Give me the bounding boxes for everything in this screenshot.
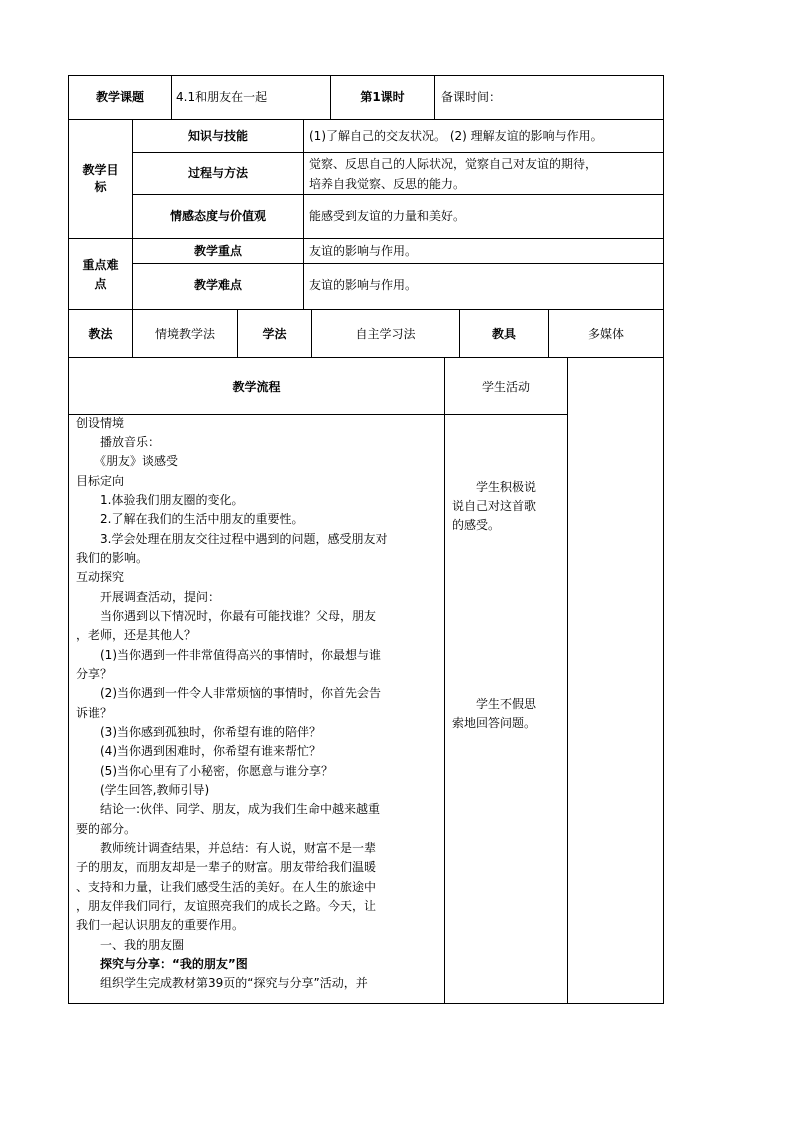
tools-value: 多媒体: [587, 327, 624, 341]
activity-line: 索地回答问题。: [452, 716, 537, 730]
activity-line: 学生不假思: [452, 697, 537, 711]
table-rule: [303, 119, 304, 309]
process-line: 目标定向: [76, 474, 125, 488]
teaching-method-value: 情境教学法: [154, 327, 215, 341]
process-line: (学生回答,教师引导): [76, 783, 210, 797]
process-line: 分享？: [76, 667, 113, 681]
process-line: 3.学会处理在朋友交往过程中遇到的问题，感受朋友对: [76, 532, 388, 546]
teaching-method-label: 教法: [88, 327, 113, 341]
objective-row-content: 觉察、反思自己的人际状况，觉察自己对友谊的期待，: [309, 157, 598, 171]
process-line: 要的部分。: [76, 822, 137, 836]
process-line: 、支持和力量，让我们感受生活的美好。在人生的旅途中: [76, 880, 377, 894]
tools-label: 教具: [491, 327, 516, 341]
process-line: 子的朋友，而朋友却是一辈子的财富。朋友带给我们温暖: [76, 860, 377, 874]
process-line: 播放音乐：: [76, 435, 161, 449]
difficulty-content: 友谊的影响与作用。: [309, 278, 418, 292]
process-line: (1)当你遇到一件非常值得高兴的事情时，你最想与谁: [76, 648, 382, 662]
process-line: (3)当你感到孤独时，你希望有谁的陪伴？: [76, 725, 321, 739]
objective-row-content: 能感受到友谊的力量和美好。: [309, 209, 466, 223]
table-border-bottom: [68, 1003, 664, 1004]
topic-value: 4.1和朋友在一起: [176, 90, 268, 104]
process-line: 一、我的朋友圈: [76, 938, 185, 952]
prep-time-label: 备课时间：: [441, 90, 502, 104]
process-line: (5)当你心里有了小秘密，你愿意与谁分享？: [76, 764, 333, 778]
objective-row-label: 知识与技能: [187, 129, 248, 143]
key-point-label: 教学重点: [193, 244, 242, 258]
process-line: 2.了解在我们的生活中朋友的重要性。: [76, 512, 304, 526]
process-line: (4)当你遇到困难时，你希望有谁来帮忙？: [76, 744, 321, 758]
table-rule: [68, 414, 567, 415]
objectives-label: 教学目: [82, 163, 119, 177]
learning-method-value: 自主学习法: [355, 327, 416, 341]
objective-row-content: (1)了解自己的交友状况。 (2) 理解友谊的影响与作用。: [309, 129, 603, 143]
process-line: 《朋友》谈感受: [76, 454, 179, 468]
table-rule: [68, 309, 664, 310]
process-line: 诉谁？: [76, 706, 113, 720]
process-line: 开展调查活动，提问：: [76, 590, 221, 604]
process-line: 我们的影响。: [76, 551, 149, 565]
process-line: 当你遇到以下情况时，你最有可能找谁？父母，朋友: [76, 609, 377, 623]
key-points-label: 点: [94, 277, 107, 291]
process-line: 结论一:伙伴、同学、朋友，成为我们生命中越来越重: [76, 802, 381, 816]
table-border-right: [663, 75, 664, 1004]
objective-row-content: 培养自我觉察、反思的能力。: [309, 177, 466, 191]
period-label: 第1课时: [360, 90, 405, 104]
process-line: 组织学生完成教材第39页的“探究与分享”活动，并: [76, 976, 368, 990]
table-rule: [132, 263, 664, 264]
activity-line: 说自己对这首歌: [452, 499, 537, 513]
table-rule: [132, 194, 664, 195]
topic-label: 教学课题: [95, 90, 144, 104]
table-rule: [171, 75, 172, 119]
objective-row-label: 情感态度与价值观: [169, 209, 266, 223]
process-line: 创设情境: [76, 416, 125, 430]
table-rule: [68, 357, 664, 358]
process-line: 我们一起认识朋友的重要作用。: [76, 918, 245, 932]
key-points-label: 重点难: [82, 258, 119, 272]
process-line: 1.体验我们朋友圈的变化。: [76, 493, 244, 507]
table-rule: [434, 75, 435, 119]
process-line: ，老师，还是其他人？: [76, 628, 197, 642]
objectives-label: 标: [94, 180, 107, 194]
table-rule: [567, 357, 568, 1004]
table-rule: [444, 357, 445, 1004]
process-line: 互动探究: [76, 570, 125, 584]
difficulty-label: 教学难点: [193, 278, 242, 292]
table-border-top: [68, 75, 664, 76]
student-activity-header: 学生活动: [481, 380, 530, 394]
process-line: 探究与分享：“我的朋友”图: [76, 957, 248, 971]
teaching-process-header: 教学流程: [232, 380, 281, 394]
process-line: ，朋友伴我们同行，友谊照亮我们的成长之路。今天，让: [76, 899, 377, 913]
key-point-content: 友谊的影响与作用。: [309, 244, 418, 258]
learning-method-label: 学法: [262, 327, 287, 341]
activity-line: 的感受。: [452, 518, 501, 532]
table-rule: [68, 119, 664, 120]
table-rule: [68, 238, 664, 239]
objective-row-label: 过程与方法: [187, 166, 248, 180]
process-line: (2)当你遇到一件令人非常烦恼的事情时，你首先会告: [76, 686, 382, 700]
table-rule: [132, 152, 664, 153]
activity-line: 学生积极说: [452, 480, 537, 494]
table-border-left: [68, 75, 69, 1004]
process-line: 教师统计调查结果，并总结：有人说，财富不是一辈: [76, 841, 377, 855]
